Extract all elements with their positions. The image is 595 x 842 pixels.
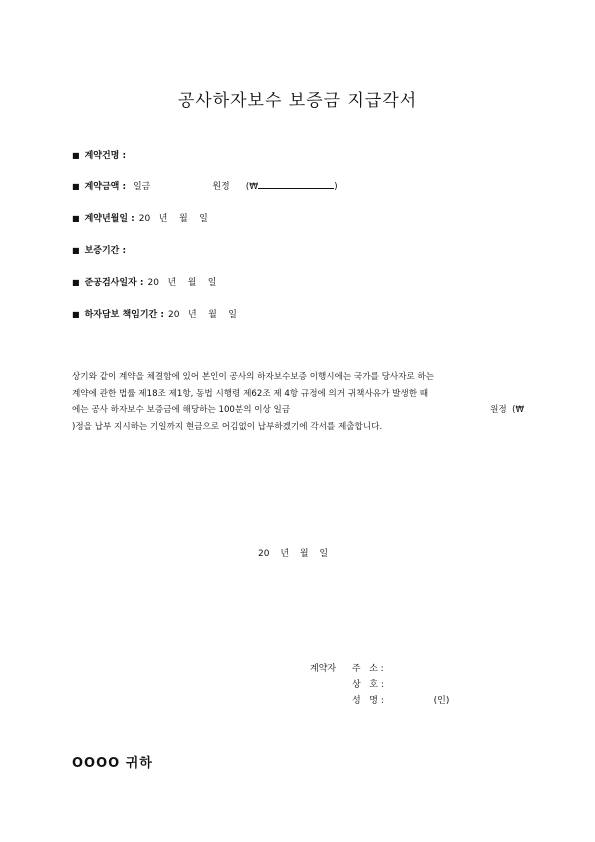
paragraph-line: [72, 402, 524, 419]
pledge-paragraph: [72, 369, 524, 435]
field-label: 보증기간 :: [84, 246, 127, 256]
bullet-icon: ■: [72, 278, 80, 287]
signature-address-row: [310, 661, 384, 674]
amount-blank-line: [258, 180, 334, 189]
paragraph-line-part: 원정 (₩: [490, 405, 524, 415]
field-label: 준공검사일자 :: [84, 278, 144, 288]
paragraph-line: )정을 납부 지시하는 기일까지 현금으로 어김없이 납부하겠기에 각서를 제출합니다.: [72, 421, 383, 432]
signature-name-row: [352, 693, 449, 706]
field-value: 20 년 월 일: [167, 310, 237, 320]
contractor-label: 계약자: [310, 664, 337, 674]
company-label: 상 호 :: [352, 680, 384, 690]
bullet-icon: ■: [72, 182, 80, 191]
field-value: 20 년 월 일: [138, 214, 208, 224]
bullet-icon: ■: [72, 214, 80, 223]
field-contract-amount: [72, 179, 338, 192]
amount-prefix: 일금: [132, 182, 151, 192]
bullet-icon: ■: [72, 151, 80, 160]
address-label: 주 소 :: [351, 664, 384, 674]
field-label: 계약금액 :: [84, 182, 127, 192]
document-title: 공사하자보수 보증금 지급각서: [177, 91, 418, 111]
field-contract-date: [72, 211, 208, 224]
field-label: 계약건명 :: [84, 151, 127, 161]
paragraph-line: 계약에 관한 법률 제18조 제1항, 동법 시행령 제62조 제 4항 규정에 의거 귀책사유가 발생한 때: [72, 388, 429, 399]
name-label: 성 명 :: [352, 696, 384, 706]
field-warranty-responsibility: [72, 307, 237, 320]
document-date: 20 년 월 일: [258, 549, 329, 559]
seal-mark: (인): [433, 696, 450, 706]
field-inspection-date: [72, 275, 216, 288]
field-contract-name: [72, 148, 130, 161]
field-label: 하자담보 책임기간 :: [84, 310, 164, 320]
field-value: 20 년 월 일: [147, 278, 217, 288]
paragraph-line-part: 에는 공사 하자보수 보증금에 해당하는 100분의 이상 일금: [72, 405, 291, 415]
bullet-icon: ■: [72, 310, 80, 319]
amount-middle: 원정: [212, 182, 230, 192]
field-label: 계약년월일 :: [84, 214, 135, 224]
paragraph-line: 상기와 같이 계약을 체결함에 있어 본인이 공사의 하자보수보증 이행시에는 국가를 당사자로 하는: [72, 372, 435, 382]
field-warranty-period: [72, 243, 130, 256]
signature-company-row: [352, 677, 384, 690]
addressee: OOOO 귀하: [72, 756, 153, 771]
amount-won-open: (₩: [245, 182, 259, 192]
amount-won-close: ): [334, 182, 338, 192]
bullet-icon: ■: [72, 246, 80, 255]
